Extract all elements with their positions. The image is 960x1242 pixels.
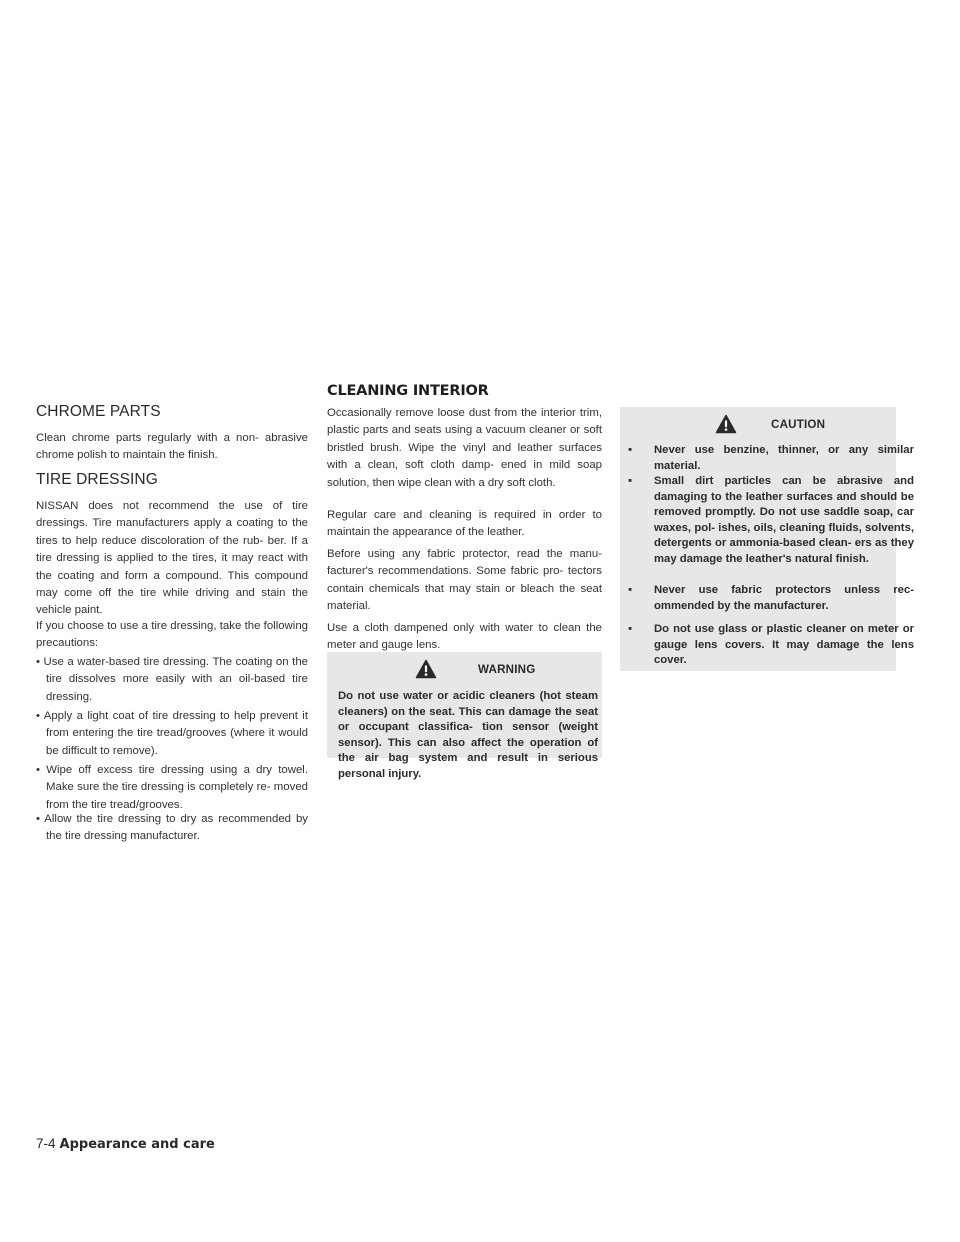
bullet-icon: ▪ [628,623,633,635]
warning-text: Do not use water or acidic cleaners (hot steam cleaners) on the seat. This can damage the seat or occupant classifica- tion sensor (weight sensor). This can also affect the operation of the air bag system and result in serious personal injury. [338,690,598,780]
caution-item-3-text: Never use fabric protectors unless rec- ommended by the manufacturer. [654,584,914,612]
page-number: 7-4 [36,1136,56,1151]
caution-item-3 [628,583,914,614]
warning-label: WARNING [478,663,536,676]
tire-precaution-bullet-3: • Wipe off excess tire dressing using a dry towel. Make sure the tire dressing is completely re- moved from the tire tread/grooves. [36,764,308,811]
caution-item-2 [628,474,914,568]
tire-dressing-paragraph-2: If you choose to use a tire dressing, take the following precautions: [36,620,308,650]
cleaning-interior-heading: CLEANING INTERIOR [327,383,489,399]
tire-precaution-bullet-4: • Allow the tire dressing to dry as recommended by the tire dressing manufacturer. [36,813,308,843]
cleaning-interior-paragraph-3: Before using any fabric protector, read the manu- facturer's recommendations. Some fabric pro- tectors contain chemicals that may stain or bleach the seat material. [327,548,602,613]
caution-item-4 [628,622,914,669]
caution-item-1 [628,443,914,474]
warning-header [327,652,602,686]
caution-item-4-text: Do not use glass or plastic cleaner on meter or gauge lens covers. It may damage the lens cover. [654,623,914,667]
bullet-icon: ▪ [628,475,633,487]
caution-triangle-icon [715,414,737,439]
chrome-parts-heading: CHROME PARTS [36,403,161,420]
caution-item-2-text: Small dirt particles can be abrasive and damaging to the leather surfaces and should be removed promptly. Do not use saddle soap, car waxes, pol- ishes, oils, cleaning fluids, solvents, detergents or ammonia-based clean- ers as they may damage the leather's natural finish. [654,475,914,565]
bullet-icon: ▪ [628,444,633,456]
tire-dressing-paragraph-1: NISSAN does not recommend the use of tire dressings. Tire manufacturers apply a coating to the tires to help reduce discoloration of the rub- ber. If a tire dressing is applied to the tires, it may react with the coating and form a compound. This compound may come off the tire while driving and stain the vehicle paint. [36,500,308,617]
footer-section-title: Appearance and care [59,1137,215,1152]
cleaning-interior-paragraph-2: Regular care and cleaning is required in order to maintain the appearance of the leather. [327,509,602,539]
bullet-icon: ▪ [628,584,633,596]
tire-dressing-heading: TIRE DRESSING [36,471,158,488]
tire-precaution-bullet-1: • Use a water-based tire dressing. The coating on the tire dissolves more easily with an oil-based tire dressing. [36,656,308,703]
caution-item-1-text: Never use benzine, thinner, or any similar material. [654,444,914,472]
warning-triangle-icon [415,659,437,684]
cleaning-interior-paragraph-4: Use a cloth dampened only with water to clean the meter and gauge lens. [327,622,602,652]
caution-label: CAUTION [771,418,826,431]
cleaning-interior-paragraph-1: Occasionally remove loose dust from the interior trim, plastic parts and seats using a vacuum cleaner or soft bristled brush. Wipe the vinyl and leather surfaces with a clean, soft cloth damp- ened in mild soap solution, then wipe clean with a dry soft cloth. [327,407,602,489]
chrome-parts-text: Clean chrome parts regularly with a non- abrasive chrome polish to maintain the finish. [36,432,308,462]
caution-header [620,407,896,441]
page-footer [36,1136,215,1152]
tire-precaution-bullet-2: • Apply a light coat of tire dressing to help prevent it from entering the tire tread/grooves (where it would be difficult to remove). [36,710,308,757]
